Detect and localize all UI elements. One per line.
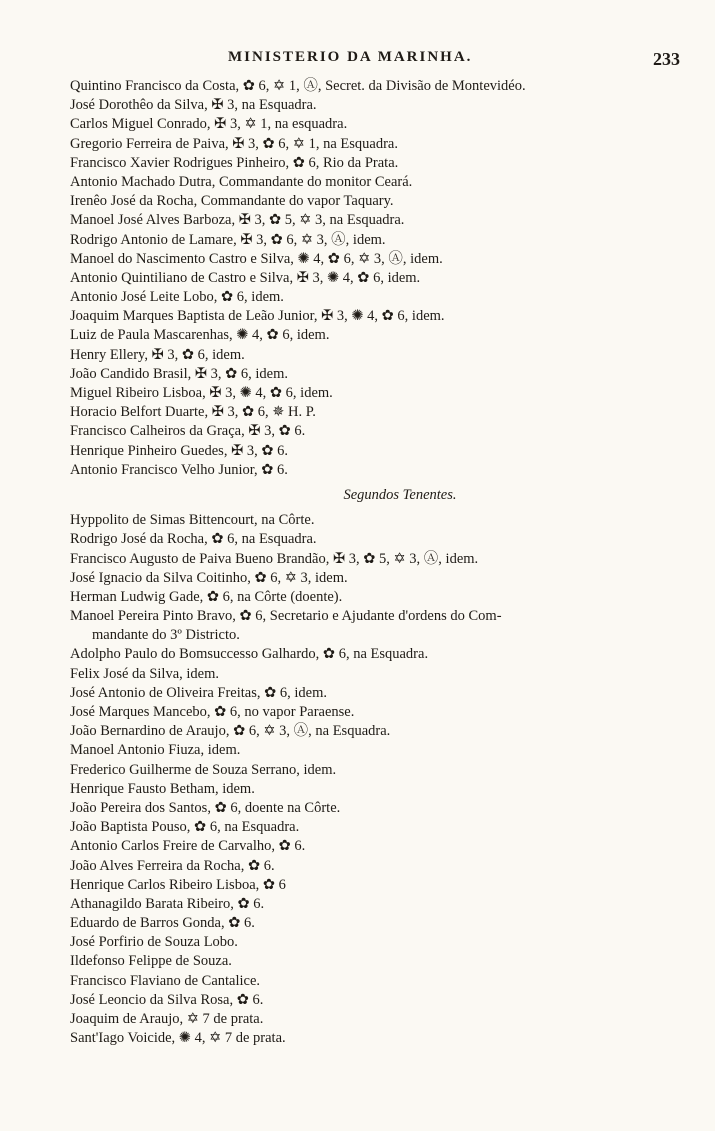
list-item: Antonio Francisco Velho Junior, ✿ 6. [70, 461, 288, 478]
list-item: Francisco Calheiros da Graça, ✠ 3, ✿ 6. [70, 423, 306, 440]
list-item: Francisco Xavier Rodrigues Pinheiro, ✿ 6, Rio da Prata. [70, 154, 399, 171]
entry-list [70, 77, 700, 1048]
list-item-continuation: mandante do 3º Districto. [92, 627, 240, 644]
list-item: Luiz de Paula Mascarenhas, ✺ 4, ✿ 6, idem. [70, 327, 330, 344]
list-item: Sant'Iago Voicide, ✺ 4, ✡ 7 de prata. [70, 1030, 286, 1047]
list-item: Manoel José Alves Barboza, ✠ 3, ✿ 5, ✡ 3, na Esquadra. [70, 212, 405, 229]
list-item: Rodrigo Antonio de Lamare, ✠ 3, ✿ 6, ✡ 3, Ⓐ, idem. [70, 231, 386, 248]
list-item: Francisco Flaviano de Cantalice. [70, 972, 261, 989]
list-item: Felix José da Silva, idem. [70, 665, 220, 682]
list-item: Manoel Pereira Pinto Bravo, ✿ 6, Secretario e Ajudante d'ordens do Com- [70, 608, 502, 625]
list-item: José Leoncio da Silva Rosa, ✿ 6. [70, 991, 264, 1008]
list-item: Rodrigo José da Rocha, ✿ 6, na Esquadra. [70, 531, 317, 548]
list-item: Manoel Antonio Fiuza, idem. [70, 742, 241, 759]
list-item: Hyppolito de Simas Bittencourt, na Côrte. [70, 512, 315, 529]
list-item: Henrique Fausto Betham, idem. [70, 780, 255, 797]
list-item: Eduardo de Barros Gonda, ✿ 6. [70, 915, 255, 932]
list-item: João Bernardino de Araujo, ✿ 6, ✡ 3, Ⓐ, na Esquadra. [70, 723, 391, 740]
list-item: José Porfirio de Souza Lobo. [70, 934, 238, 951]
list-item: Gregorio Ferreira de Paiva, ✠ 3, ✿ 6, ✡ 1, na Esquadra. [70, 135, 398, 152]
list-item: Antonio Quintiliano de Castro e Silva, ✠ 3, ✺ 4, ✿ 6, idem. [70, 269, 421, 286]
list-item: Horacio Belfort Duarte, ✠ 3, ✿ 6, ✵ H. P. [70, 404, 316, 421]
list-item: Carlos Miguel Conrado, ✠ 3, ✡ 1, na esquadra. [70, 116, 348, 133]
list-item: José Marques Mancebo, ✿ 6, no vapor Paraense. [70, 704, 355, 720]
list-item: Henrique Pinheiro Guedes, ✠ 3, ✿ 6. [70, 442, 288, 459]
list-item: Henrique Carlos Ribeiro Lisboa, ✿ 6 [70, 876, 286, 893]
list-item: Manoel do Nascimento Castro e Silva, ✺ 4, ✿ 6, ✡ 3, Ⓐ, idem. [70, 250, 443, 267]
list-item: Herman Ludwig Gade, ✿ 6, na Côrte (doente). [70, 588, 343, 605]
running-title: MINISTERIO DA MARINHA. [228, 49, 473, 65]
list-item: Antonio Carlos Freire de Carvalho, ✿ 6. [70, 838, 306, 855]
list-item: Irenêo José da Rocha, Commandante do vapor Taquary. [70, 193, 394, 210]
list-item: José Antonio de Oliveira Freitas, ✿ 6, idem. [70, 684, 327, 701]
list-item: João Alves Ferreira da Rocha, ✿ 6. [70, 857, 275, 874]
page-header [0, 47, 715, 73]
list-item: Antonio José Leite Lobo, ✿ 6, idem. [70, 289, 284, 306]
list-item: João Baptista Pouso, ✿ 6, na Esquadra. [70, 819, 300, 836]
list-item: Henry Ellery, ✠ 3, ✿ 6, idem. [70, 346, 245, 363]
list-item: Ildefonso Felippe de Souza. [70, 953, 232, 970]
page-number: 233 [653, 49, 680, 69]
section-heading: Segundos Tenentes. [343, 486, 457, 503]
list-item: Adolpho Paulo do Bomsuccesso Galhardo, ✿ 6, na Esquadra. [70, 646, 429, 663]
list-item: Francisco Augusto de Paiva Bueno Brandão, ✠ 3, ✿ 5, ✡ 3, Ⓐ, idem. [70, 550, 479, 567]
list-item: Joaquim Marques Baptista de Leão Junior, ✠ 3, ✺ 4, ✿ 6, idem. [70, 308, 445, 325]
list-item: Miguel Ribeiro Lisboa, ✠ 3, ✺ 4, ✿ 6, idem. [70, 385, 333, 401]
list-item: José Ignacio da Silva Coitinho, ✿ 6, ✡ 3, idem. [70, 569, 348, 586]
list-item: Joaquim de Araujo, ✡ 7 de prata. [70, 1011, 264, 1027]
list-item: João Candido Brasil, ✠ 3, ✿ 6, idem. [70, 365, 289, 382]
list-item: José Dorothêo da Silva, ✠ 3, na Esquadra. [70, 97, 317, 114]
list-item: Quintino Francisco da Costa, ✿ 6, ✡ 1, Ⓐ, Secret. da Divisão de Montevidéo. [70, 78, 526, 94]
list-item: João Pereira dos Santos, ✿ 6, doente na Côrte. [70, 799, 341, 816]
list-item: Antonio Machado Dutra, Commandante do monitor Ceará. [70, 173, 413, 190]
list-item: Frederico Guilherme de Souza Serrano, idem. [70, 761, 337, 778]
list-item: Athanagildo Barata Ribeiro, ✿ 6. [70, 895, 265, 912]
